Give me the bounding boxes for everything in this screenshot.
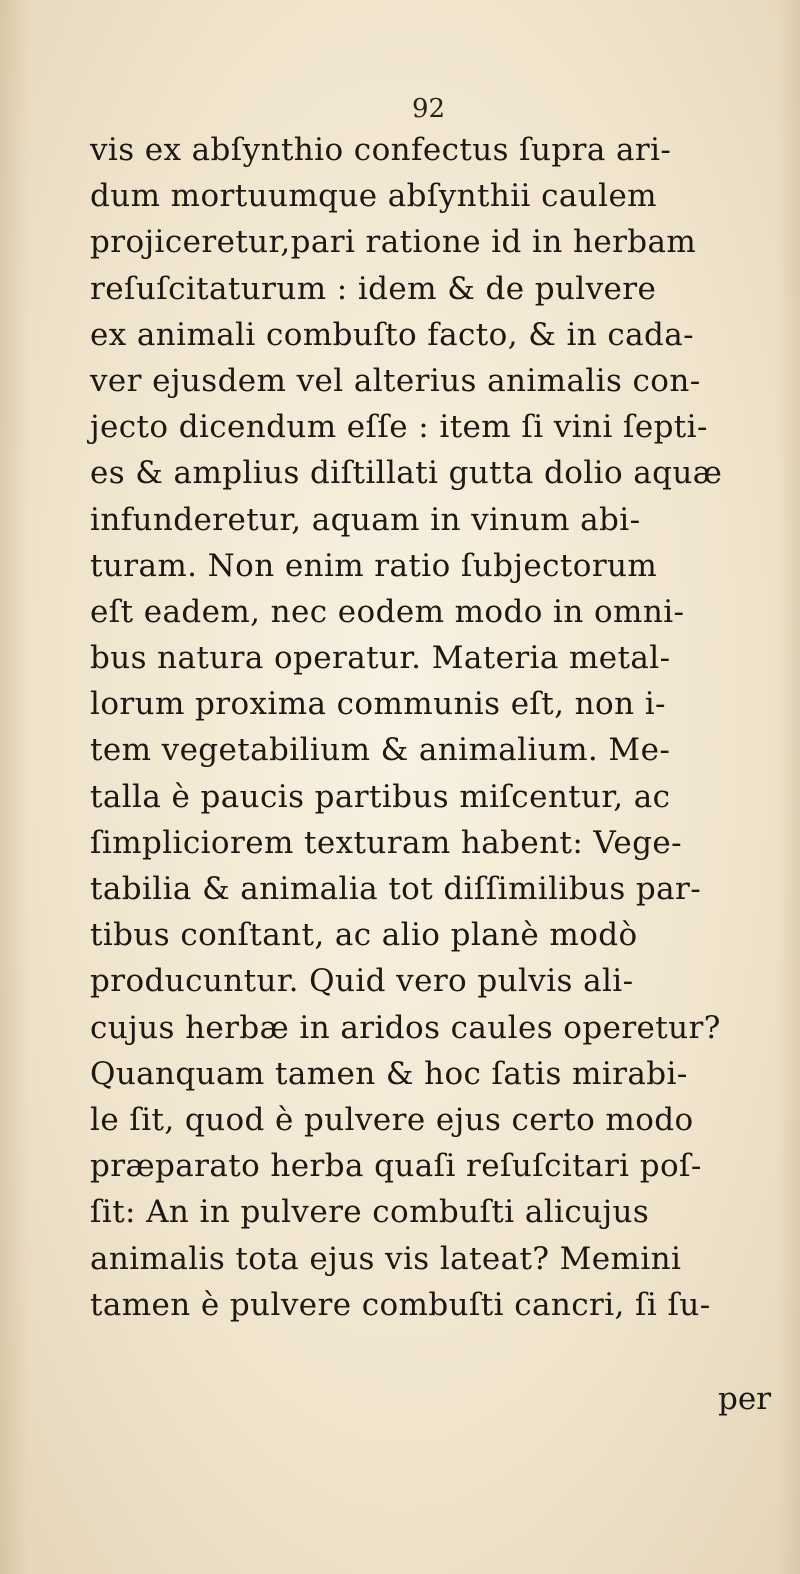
text-line: cujus herbæ in aridos caules operetur? xyxy=(90,1009,721,1046)
text-line: tamen è pulvere combuſti cancri, ſi ſu- xyxy=(90,1286,711,1323)
text-line: vis ex abſynthio confectus ſupra ari- xyxy=(90,132,672,168)
text-line: præparato herba quaſi reſuſcitari poſ- xyxy=(90,1148,702,1185)
text-line: tibus conſtant, ac alio planè modò xyxy=(90,917,638,954)
text-line: projiceretur,pari ratione id in herbam xyxy=(90,224,697,261)
body-text xyxy=(90,127,790,1328)
text-line: producuntur. Quid vero pulvis ali- xyxy=(90,963,634,1000)
text-line: ſimpliciorem texturam habent: Vege- xyxy=(90,824,682,861)
text-line: bus natura operatur. Materia metal- xyxy=(90,640,671,677)
text-line: lorum proxima communis eſt, non i- xyxy=(90,686,666,723)
text-line: ex animali combuſto facto, & in cada- xyxy=(90,316,695,353)
text-line: eſt eadem, nec eodem modo in omni- xyxy=(90,593,685,630)
text-line: Quanquam tamen & hoc ſatis mirabi- xyxy=(90,1055,688,1092)
text-line: jecto dicendum eſſe : item ſi vini ſepti- xyxy=(90,409,708,446)
text-line: infunderetur, aquam in vinum abi- xyxy=(90,501,641,538)
text-line: animalis tota ejus vis lateat? Memini xyxy=(90,1240,682,1277)
text-line: ver ejusdem vel alterius animalis con- xyxy=(90,362,701,399)
text-line: es & amplius diſtillati gutta dolio aquæ xyxy=(90,455,723,492)
text-line: talla è paucis partibus miſcentur, ac xyxy=(90,778,671,815)
text-line: dum mortuumque abſynthii caulem xyxy=(90,178,657,215)
catchword: per xyxy=(718,1381,772,1417)
page-number: 92 xyxy=(412,94,446,124)
text-line: tem vegetabilium & animalium. Me- xyxy=(90,732,671,769)
text-line: reſuſcitaturum : idem & de pulvere xyxy=(90,270,657,307)
text-line: ſit: An in pulvere combuſti alicujus xyxy=(90,1194,650,1231)
text-line: le ſit, quod è pulvere ejus certo modo xyxy=(90,1101,694,1138)
text-line: tabilia & animalia tot diſſimilibus par- xyxy=(90,871,702,907)
text-line: turam. Non enim ratio ſubjectorum xyxy=(90,547,658,584)
